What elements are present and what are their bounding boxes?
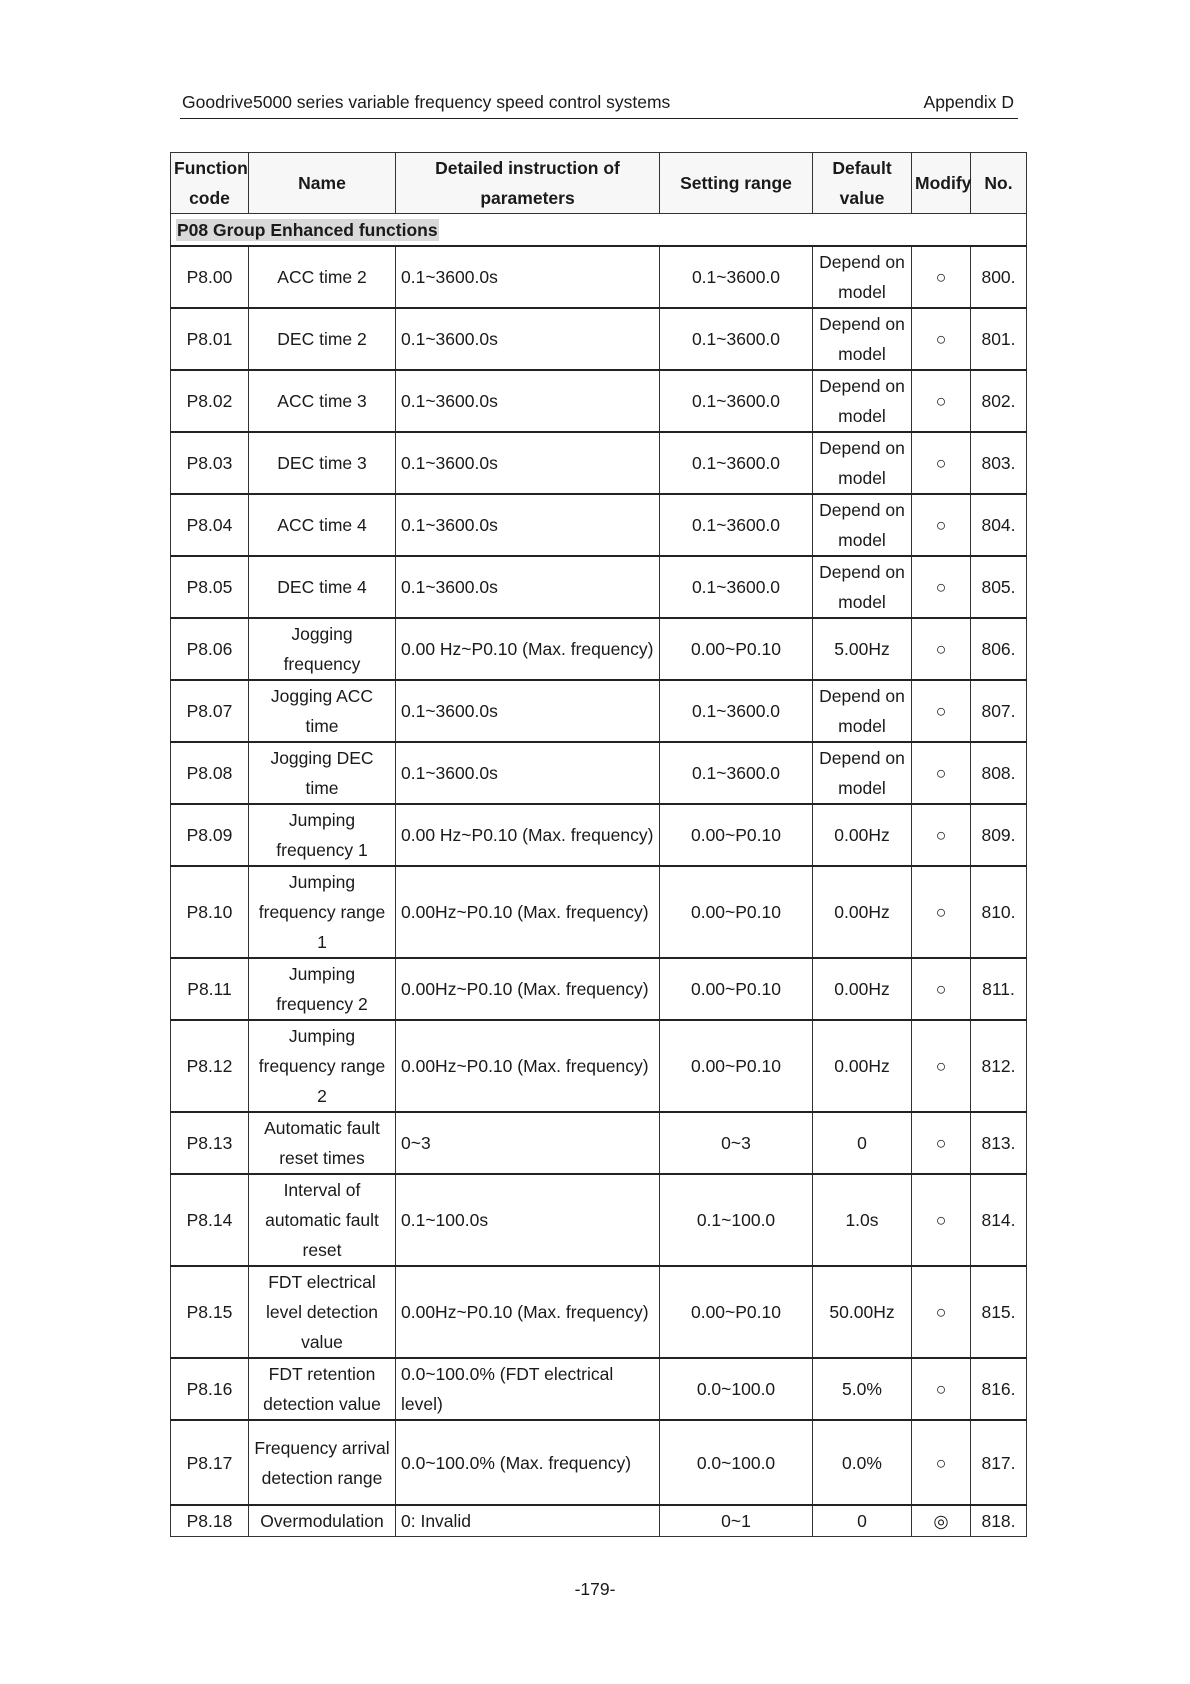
name-cell: ACC time 2 <box>249 246 396 308</box>
modify-icon: ◎ <box>912 1505 971 1537</box>
name-cell: ACC time 3 <box>249 370 396 432</box>
modify-icon: ○ <box>912 556 971 618</box>
description-cell: 0: Invalid <box>396 1505 660 1537</box>
setting-range-cell: 0.1~3600.0 <box>660 680 813 742</box>
table-row <box>171 742 1027 804</box>
modify-icon: ○ <box>912 866 971 958</box>
modify-icon: ○ <box>912 742 971 804</box>
name-cell: Interval of automatic fault reset <box>249 1174 396 1266</box>
column-header: Setting range <box>660 153 813 214</box>
name-cell: Jumping frequency 2 <box>249 958 396 1020</box>
function-code-cell: P8.10 <box>171 866 249 958</box>
setting-range-cell: 0.00~P0.10 <box>660 866 813 958</box>
setting-range-cell: 0.00~P0.10 <box>660 1266 813 1358</box>
default-value-cell: Depend on model <box>813 556 912 618</box>
number-cell: 807. <box>971 680 1027 742</box>
name-cell: Jumping frequency range 2 <box>249 1020 396 1112</box>
table-row <box>171 866 1027 958</box>
modify-icon: ○ <box>912 1112 971 1174</box>
table-row <box>171 958 1027 1020</box>
description-cell: 0.00Hz~P0.10 (Max. frequency) <box>396 1020 660 1112</box>
modify-icon: ○ <box>912 958 971 1020</box>
name-cell: Jumping frequency 1 <box>249 804 396 866</box>
number-cell: 816. <box>971 1358 1027 1420</box>
number-cell: 811. <box>971 958 1027 1020</box>
function-code-cell: P8.05 <box>171 556 249 618</box>
function-code-cell: P8.15 <box>171 1266 249 1358</box>
modify-icon: ○ <box>912 1266 971 1358</box>
function-code-cell: P8.07 <box>171 680 249 742</box>
function-code-cell: P8.03 <box>171 432 249 494</box>
function-code-cell: P8.08 <box>171 742 249 804</box>
number-cell: 815. <box>971 1266 1027 1358</box>
column-header: No. <box>971 153 1027 214</box>
setting-range-cell: 0.00~P0.10 <box>660 618 813 680</box>
table-row <box>171 1266 1027 1358</box>
setting-range-cell: 0~1 <box>660 1505 813 1537</box>
modify-icon: ○ <box>912 432 971 494</box>
modify-icon: ○ <box>912 1174 971 1266</box>
document-title: Goodrive5000 series variable frequency speed control systems <box>182 92 671 112</box>
modify-icon: ○ <box>912 1358 971 1420</box>
column-header: Default value <box>813 153 912 214</box>
description-cell: 0.1~3600.0s <box>396 308 660 370</box>
setting-range-cell: 0.1~3600.0 <box>660 432 813 494</box>
page-header <box>180 92 1018 119</box>
function-code-cell: P8.14 <box>171 1174 249 1266</box>
modify-icon: ○ <box>912 1420 971 1505</box>
number-cell: 817. <box>971 1420 1027 1505</box>
description-cell: 0.00Hz~P0.10 (Max. frequency) <box>396 866 660 958</box>
default-value-cell: Depend on model <box>813 742 912 804</box>
name-cell: DEC time 4 <box>249 556 396 618</box>
name-cell: DEC time 2 <box>249 308 396 370</box>
default-value-cell: Depend on model <box>813 432 912 494</box>
default-value-cell: Depend on model <box>813 246 912 308</box>
number-cell: 803. <box>971 432 1027 494</box>
setting-range-cell: 0.0~100.0 <box>660 1358 813 1420</box>
description-cell: 0.00Hz~P0.10 (Max. frequency) <box>396 958 660 1020</box>
table-row <box>171 680 1027 742</box>
section-label: Appendix D <box>923 92 1014 112</box>
group-title: P08 Group Enhanced functions <box>177 219 438 240</box>
default-value-cell: 0.00Hz <box>813 804 912 866</box>
number-cell: 802. <box>971 370 1027 432</box>
modify-icon: ○ <box>912 680 971 742</box>
table-row <box>171 1358 1027 1420</box>
table-row <box>171 1420 1027 1505</box>
default-value-cell: Depend on model <box>813 494 912 556</box>
description-cell: 0.0~100.0% (Max. frequency) <box>396 1420 660 1505</box>
function-code-cell: P8.12 <box>171 1020 249 1112</box>
name-cell: Jogging ACC time <box>249 680 396 742</box>
default-value-cell: Depend on model <box>813 370 912 432</box>
default-value-cell: 5.0% <box>813 1358 912 1420</box>
group-title-row <box>171 214 1027 247</box>
name-cell: DEC time 3 <box>249 432 396 494</box>
modify-icon: ○ <box>912 370 971 432</box>
number-cell: 813. <box>971 1112 1027 1174</box>
function-code-cell: P8.01 <box>171 308 249 370</box>
default-value-cell: 0.00Hz <box>813 1020 912 1112</box>
name-cell: FDT electrical level detection value <box>249 1266 396 1358</box>
number-cell: 818. <box>971 1505 1027 1537</box>
name-cell: Jumping frequency range 1 <box>249 866 396 958</box>
description-cell: 0.1~3600.0s <box>396 742 660 804</box>
function-code-cell: P8.04 <box>171 494 249 556</box>
default-value-cell: Depend on model <box>813 680 912 742</box>
function-code-cell: P8.13 <box>171 1112 249 1174</box>
description-cell: 0.1~3600.0s <box>396 246 660 308</box>
table-row <box>171 556 1027 618</box>
description-cell: 0.1~3600.0s <box>396 370 660 432</box>
number-cell: 810. <box>971 866 1027 958</box>
number-cell: 809. <box>971 804 1027 866</box>
table-row <box>171 618 1027 680</box>
default-value-cell: 0 <box>813 1112 912 1174</box>
setting-range-cell: 0.1~3600.0 <box>660 308 813 370</box>
table-row <box>171 1505 1027 1537</box>
setting-range-cell: 0.00~P0.10 <box>660 804 813 866</box>
description-cell: 0.1~3600.0s <box>396 494 660 556</box>
name-cell: Jogging DEC time <box>249 742 396 804</box>
function-code-cell: P8.16 <box>171 1358 249 1420</box>
name-cell: Jogging frequency <box>249 618 396 680</box>
table-row <box>171 370 1027 432</box>
column-header: Function code <box>171 153 249 214</box>
setting-range-cell: 0.1~3600.0 <box>660 370 813 432</box>
description-cell: 0.1~3600.0s <box>396 432 660 494</box>
description-cell: 0.1~100.0s <box>396 1174 660 1266</box>
number-cell: 808. <box>971 742 1027 804</box>
setting-range-cell: 0.1~3600.0 <box>660 556 813 618</box>
function-code-cell: P8.18 <box>171 1505 249 1537</box>
setting-range-cell: 0.1~100.0 <box>660 1174 813 1266</box>
table-row <box>171 494 1027 556</box>
modify-icon: ○ <box>912 804 971 866</box>
name-cell: ACC time 4 <box>249 494 396 556</box>
column-header: Name <box>249 153 396 214</box>
table-row <box>171 246 1027 308</box>
description-cell: 0~3 <box>396 1112 660 1174</box>
setting-range-cell: 0.00~P0.10 <box>660 958 813 1020</box>
page-number: -179- <box>574 1579 616 1599</box>
number-cell: 804. <box>971 494 1027 556</box>
number-cell: 805. <box>971 556 1027 618</box>
description-cell: 0.00 Hz~P0.10 (Max. frequency) <box>396 804 660 866</box>
name-cell: Frequency arrival detection range <box>249 1420 396 1505</box>
setting-range-cell: 0~3 <box>660 1112 813 1174</box>
function-code-cell: P8.11 <box>171 958 249 1020</box>
number-cell: 801. <box>971 308 1027 370</box>
function-code-cell: P8.17 <box>171 1420 249 1505</box>
parameter-table <box>170 152 1027 1537</box>
description-cell: 0.00 Hz~P0.10 (Max. frequency) <box>396 618 660 680</box>
default-value-cell: 50.00Hz <box>813 1266 912 1358</box>
table-row <box>171 1112 1027 1174</box>
modify-icon: ○ <box>912 1020 971 1112</box>
number-cell: 800. <box>971 246 1027 308</box>
description-cell: 0.1~3600.0s <box>396 556 660 618</box>
description-cell: 0.00Hz~P0.10 (Max. frequency) <box>396 1266 660 1358</box>
default-value-cell: 5.00Hz <box>813 618 912 680</box>
table-header-row <box>171 153 1027 214</box>
table-row <box>171 432 1027 494</box>
number-cell: 812. <box>971 1020 1027 1112</box>
setting-range-cell: 0.1~3600.0 <box>660 494 813 556</box>
default-value-cell: 0 <box>813 1505 912 1537</box>
table-row <box>171 1174 1027 1266</box>
name-cell: FDT retention detection value <box>249 1358 396 1420</box>
function-code-cell: P8.06 <box>171 618 249 680</box>
number-cell: 806. <box>971 618 1027 680</box>
table-row <box>171 308 1027 370</box>
column-header: Modify <box>912 153 971 214</box>
description-cell: 0.1~3600.0s <box>396 680 660 742</box>
default-value-cell: 0.00Hz <box>813 958 912 1020</box>
default-value-cell: 0.00Hz <box>813 866 912 958</box>
setting-range-cell: 0.1~3600.0 <box>660 742 813 804</box>
default-value-cell: 1.0s <box>813 1174 912 1266</box>
table-row <box>171 804 1027 866</box>
name-cell: Overmodulation <box>249 1505 396 1537</box>
setting-range-cell: 0.0~100.0 <box>660 1420 813 1505</box>
modify-icon: ○ <box>912 246 971 308</box>
default-value-cell: Depend on model <box>813 308 912 370</box>
default-value-cell: 0.0% <box>813 1420 912 1505</box>
function-code-cell: P8.09 <box>171 804 249 866</box>
description-cell: 0.0~100.0% (FDT electrical level) <box>396 1358 660 1420</box>
name-cell: Automatic fault reset times <box>249 1112 396 1174</box>
table-row <box>171 1020 1027 1112</box>
function-code-cell: P8.00 <box>171 246 249 308</box>
setting-range-cell: 0.1~3600.0 <box>660 246 813 308</box>
column-header: Detailed instruction of parameters <box>396 153 660 214</box>
number-cell: 814. <box>971 1174 1027 1266</box>
modify-icon: ○ <box>912 308 971 370</box>
setting-range-cell: 0.00~P0.10 <box>660 1020 813 1112</box>
modify-icon: ○ <box>912 618 971 680</box>
function-code-cell: P8.02 <box>171 370 249 432</box>
modify-icon: ○ <box>912 494 971 556</box>
